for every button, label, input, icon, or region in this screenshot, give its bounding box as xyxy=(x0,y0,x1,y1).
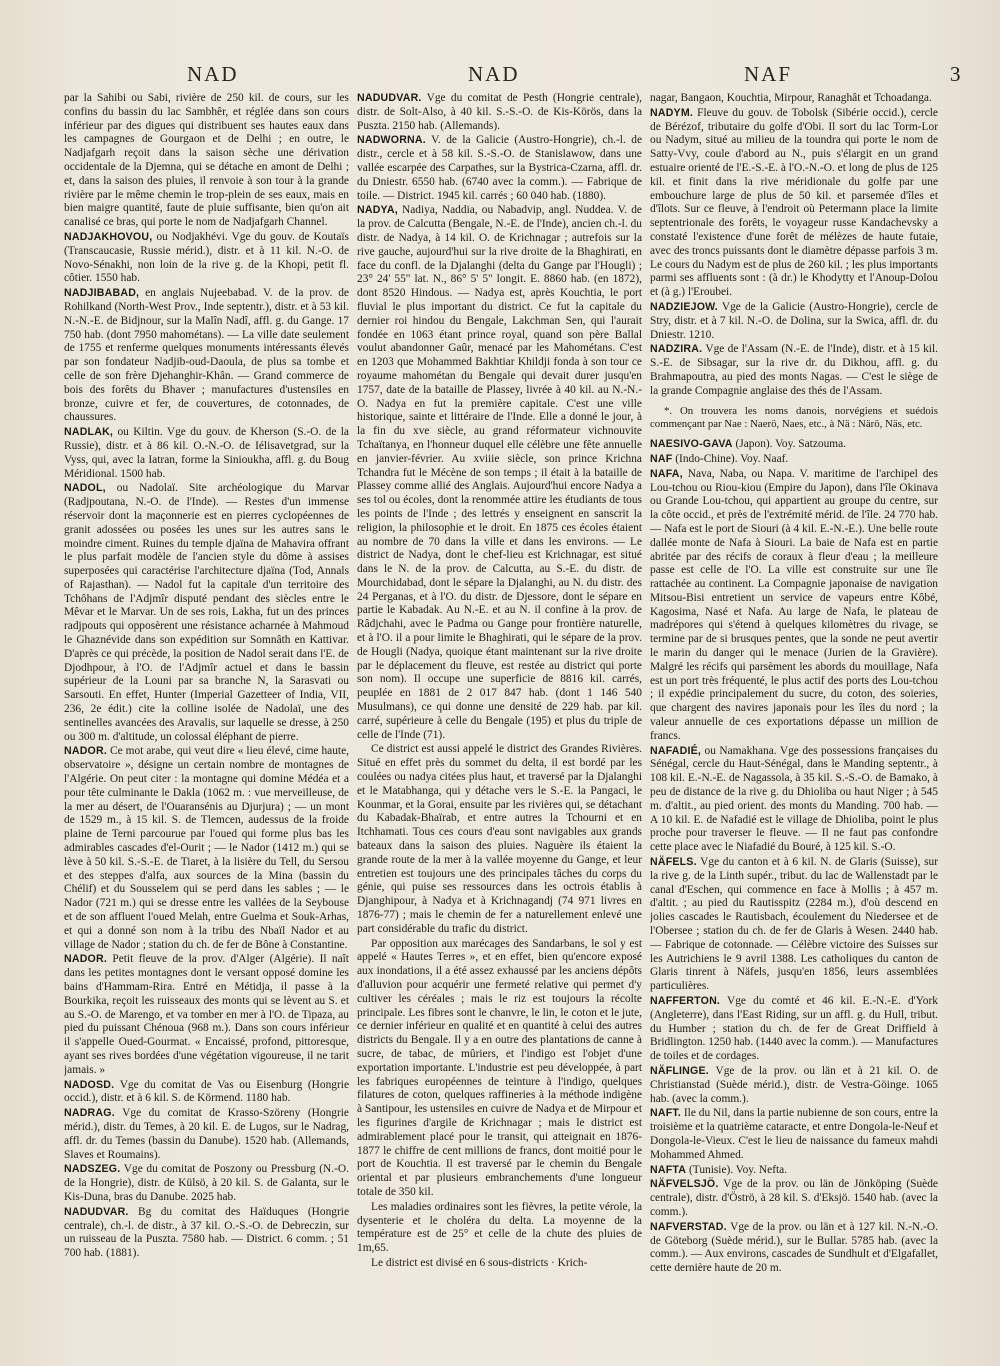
entry-headword: NADUDVAR. xyxy=(357,92,422,104)
entry-text: V. de la Galicie (Austro-Hongrie), ch.-l. de distr., cercle et à 58 kil. S.-S.-O. de Stanislawow, dans une vallée escarpée des Carpathes, sur la Bystrica-Czarna, affl. dr. du Dniestr. 6550 hab. (6740 avec la comm.). — Fabrique de toile. — District. 1945 kil. carrés ; 60 040 hab. (1880). xyxy=(357,134,642,202)
continued-text: nagar, Bangaon, Kouchtia, Mirpour, Ranaghât et Tchoadanga. xyxy=(650,92,932,104)
paragraph: Le district est divisé en 6 sous-districts · Krich- xyxy=(371,1256,588,1269)
entry-headword: NADRAG. xyxy=(64,1107,115,1120)
column-middle xyxy=(357,92,642,1347)
paragraph: Par opposition aux marécages des Sandarbans, le sol y est appelé « Hautes Terres », et en effet, bien qu'encore exposé aux inondations, il a été assez exhaussé par les anciens dépôts d'alluvion pour acquérir une fermeté relative qui permet d'y cultiver les céréales ; mais le riz est toujours la récolte principale. Les fibres sont le chanvre, le lin, le coton et le jute, ce dernier inférieur en qualité et en quantité à celui des autres districts du Bengale. Il y a en outre des plantations de canne à sucre, de tabac, de mûriers, et l'indigo est l'objet d'une exportation importante. L'industrie est peu développée, à part les fabriques européennes de teinture à l'indigo, quelques filatures de coton, quelques raffineries à la méthode indigène à Santipour, les ustensiles en cuivre de Nadya et de Mirpour et les figurines d'argile de Krichnagar ; mais le district est admirablement placé pour le transit, qui atteignait en 1876-1877 le chiffre de cent millions de francs, dont moitié pour le port de Kouchtia. Il est traversé par le chemin du Bengale oriental et par plusieurs embranchements d'une longueur totale de 350 kil. xyxy=(357,937,642,1198)
entry-text: Vge de la prov. ou län et à 21 kil. O. de Christianstad (Suède mérid.), distr. de Vestra-Göinge. 1065 hab. (avec la comm.). xyxy=(650,1064,938,1105)
dictionary-entry xyxy=(64,482,349,744)
running-head-left: NAD xyxy=(187,62,239,86)
entry-text: Vge du comitat de Vas ou Eisenburg (Hongrie occid.), distr. et à 6 kil. S. de Körmend. 1180 hab. xyxy=(64,1078,349,1105)
entry-text: Bg du comitat des Haïduques (Hongrie centrale), ch.-l. de distr., à 37 kil. O.-S.-O. de Debreczin, sur un ruisseau de la Puszta. 7580 hab. — District. 6 comm. ; 51 700 hab. (1881). xyxy=(64,1205,349,1260)
dictionary-entry xyxy=(357,134,642,203)
dictionary-entry xyxy=(650,1164,938,1178)
dictionary-entry xyxy=(64,231,349,286)
entry-text: ou Kiltin. Vge du gouv. de Kherson (S.-O. de la Russie), distr. et à 86 kil. O.-N.-O. de Iélisavetgrad, sur la Vyss, qui, avec la Iatran, forme la Sinioukha, affl. g. du Boug Méridional. 1500 hab. xyxy=(64,426,349,480)
entry-text: Vge de l'Assam (N.-E. de l'Inde), distr. et à 15 kil. S.-E. de Sibsagar, sur la rive dr. du Dikhou, affl. g. du Brahmapoutra, au pied des monts Nagas. — C'est le siège de la grande Compagnie anglaise des thés de l'Assam. xyxy=(650,343,938,397)
continued-text: par la Sahibi ou Sabi, rivière de 250 kil. de cours, sur les confins du bassin du lac Sambhêr, et réglée dans son cours inférieur par des digues qui distribuent ses hautes eaux dans les campagnes de Gourgaon et de Delhi ; en outre, le Nadjafgarh reçoit dans la saison sèche une dérivation occidentale de la Djemna, qui se détache en amont de Delhi ; et, dans la saison des pluies, il renvoie à son tour à la grande rivière par le même chemin le trop-plein de ses eaux, mais en bien maigre quantité, faute de pluie suffisante, bien qu'on ait canalisé ce bras, qui porte le nom de Nadjafgarh Channel. xyxy=(64,92,349,229)
entry-headword: NAFVERSTAD. xyxy=(650,1220,727,1233)
entry-headword: NAFA, xyxy=(650,467,683,480)
entry-headword: NÄFVELSJÖ. xyxy=(650,1178,719,1191)
entry-text: Vge du canton et à 6 kil. N. de Glaris (Suisse), sur la rive g. de la Linth supér., tribut. du lac de Wallenstadt par le canal d'Eschen, qui commence en face à Mollis ; à 457 m. d'altit. ; au pied du Rautisspitz (2284 m.), d'où descend en jolies cascades le Rautisbach, écoulement du Niedersee et de l'Obersee ; station du ch. de fer de Glaris à Wesen. 2440 hab. — Fabrique de cotonnade. — Célèbre victoire des Suisses sur les Autrichiens le 9 avril 1388. Les catholiques du canton de Glaris tinrent à Näfels, jusqu'en 1856, leurs assemblées particulières. xyxy=(650,856,938,993)
paragraph: Ce district est aussi appelé le district des Grandes Rivières. Situé en effet près du sommet du delta, il est bordé par les coulées ou nadya citées plus haut, et traversé par la Djalanghi et le Matabhanga, qui y détache vers le S.-E. la Pangaci, le Kounmar, et la Gorai, ensuite par les rivières qui, se détachant du Kabadak-Bhaïrab, et entre autres la Tchourni et en Itchhamati. Tous ces cours d'eau sont navigables aux grands bateaux dans la saison des pluies. Naguère ils étaient la grande route de la mer à la vallée moyenne du Gange, et leur entretien est toujours une des principales tâches du corps du génie, qui puise ses ressources dans les octrois établis à Djanghipour, à Nadya et à Krichnagandj (74 971 livres en 1876-77) ; mais le chemin de fer a naturellement enlevé une part considérable du trafic du district. xyxy=(357,743,642,935)
entry-text: Vge de la prov. ou län et à 127 kil. N.-N.-O. de Göteborg (Suède mérid.), sur le Bullar. 5785 hab. (avec la comm.). — Aux environs, cascades de Sundhult et d'Elgafallet, cette dernière haute de 20 m. xyxy=(650,1220,938,1275)
entry-list xyxy=(357,92,642,742)
entry-headword: NAESIVO-GAVA xyxy=(650,438,733,451)
entry-text: Nava, Naba, ou Napa. V. maritime de l'archipel des Lou-tchou ou Riou-kiou (Empire du Japon), dans l'île Okinava ou Grande Lou-tchou, qui appartient au groupe du centre, sur la côte occid., et près de l'extrémité mérid. de l'île. 24 770 hab. — Nafa est le port de Siouri (à 4 kil. E.-N.-E.). Une belle route dallée monte de Nafa à Siouri. La baie de Nafa est en partie abritée par des récifs de coraux à fleur d'eau ; la meilleure passe est celle de l'O. La ville est construite sur une île rattachée au continent. La Compagnie japonaise de navigation Mitsou-Bisi entretient un service de vapeurs entre Kôbé, Kagosima, Nasé et Nafa. Au large de Nafa, le plateau de madrépores qui s'étend à quelques kilomètres du rivage, se termine par de si brusques pentes, que la sonde ne peut avertir le marin du danger qui le menace (Jurien de la Gravière). Malgré les récifs qui parsèment les abords du mouillage, Nafa est un port très fréquenté, le plus actif des ports des Lou-tchou ; il expédie principalement du sucre, du coton, des soieries, que chargent des navires japonais pour les îles du nord ; la valeur annuelle de ces exportations dépasse un million de francs. xyxy=(650,467,938,742)
entry-list xyxy=(64,231,349,1261)
dictionary-entry xyxy=(650,745,938,855)
paragraph: Les maladies ordinaires sont les fièvres, la petite vérole, la dysenterie et le choléra du delta. La moyenne de la température est de 25° et celle de la chute des pluies de 1m,65. xyxy=(357,1200,642,1255)
dictionary-entry xyxy=(64,1206,349,1261)
entry-text: (Indo-Chine). Voy. Naaf. xyxy=(675,452,789,465)
dictionary-entry xyxy=(650,107,938,300)
entry-headword: NADLAK, xyxy=(64,426,114,439)
column-left xyxy=(64,92,349,1347)
entry-headword: NÄFLINGE. xyxy=(650,1064,709,1077)
dictionary-entry xyxy=(650,301,938,342)
dictionary-entry xyxy=(357,92,642,133)
footnote: *. On trouvera les noms danois, norvégiens et suédois commençant par Nae : Naerö, Naes, etc., à Nä : Närö, Näs, etc. xyxy=(650,404,938,431)
entry-headword: NADJIBABAD, xyxy=(64,287,140,300)
dictionary-entry xyxy=(357,204,642,742)
entry-headword: NADYM. xyxy=(650,106,693,119)
page-number: 3 xyxy=(950,62,961,86)
dictionary-entry xyxy=(650,1221,938,1276)
entry-headword: NADZIRA. xyxy=(650,343,703,356)
entry-text: en anglais Nujeebabad. V. de la prov. de Rohilkand (North-West Prov., Inde septentr.), distr. et à 53 kil. N.-N.-E. de Bidjnour, sur la Malîn Nadî, affl. g. du Gange. 17 750 hab. (dont 7950 mahométans). — La ville date seulement de 1755 et renferme quelques monuments intéressants élevés par son fondateur Nadjib-oud-Daoula, de plus sa tombe et celle de son frère Djehanghir-Khân. — Grand commerce de bois des forêts du Bhaver ; manufactures d'ustensiles en bronze, cuivre et fer, de couvertures, de cotonnades, de chaussures. xyxy=(64,287,349,424)
dictionary-entry xyxy=(64,953,349,1077)
running-head-center: NAD xyxy=(468,62,520,86)
entry-headword: NAFADIÉ, xyxy=(650,744,702,757)
entry-headword: NADWORNA. xyxy=(357,134,426,147)
entry-text: Ce mot arabe, qui veut dire « lieu élevé, cime haute, observatoire », désigne un certain nombre de montagnes de l'Algérie. On peut citer : la montagne qui domine Médéa et a pour tête culminante le Dakla (1062 m. : vue merveilleuse, de la mer au désert, de l'Ouaransénis au Djurjura) ; — un mont de 1529 m., à 15 kil. S. de Tlemcen, audessus de la froide plaine de Terni parcourue par l'oued qui forme plus bas les admirables cascades d'el-Ourit ; — le Nador (1412 m.) qui se lève à 50 kil. S.-S.-E. de Tiaret, à la lisière du Tell, du Sersou et des steppes d'alfa, aux sources de la Mina (bassin du Chélif) et du Sousselem qui se perd dans les sables ; — le Nador (721 m.) qui se dresse entre les vallées de la Seybouse et de son affluent l'oued Melah, entre Guelma et Souk-Arhas, et qui a donné son nom à la tribu des Nbaïl Nador et au village de Nador ; station du ch. de fer de Bône à Constantine. xyxy=(64,745,349,951)
dictionary-entry xyxy=(650,438,938,452)
entry-text: Vge de la Galicie (Austro-Hongrie), cercle de Stry, distr. et à 7 kil. N.-O. de Dolina, sur la Swica, affl. dr. du Dniestr. 1210. xyxy=(650,300,938,341)
entry-text: Ile du Nil, dans la partie nubienne de son cours, entre la troisième et la quatrième cataracte, et entre Dongola-le-Neuf et Dongola-le-Vieux. C'est le lieu de naissance du fameux mahdi Mohammed Ahmed. xyxy=(650,1107,938,1161)
entry-headword: NADOL, xyxy=(64,482,106,495)
entry-text: (Tunisie). Voy. Nefta. xyxy=(688,1163,788,1176)
entry-headword: NAFT. xyxy=(650,1107,682,1120)
dictionary-entry xyxy=(64,1079,349,1107)
entry-text: Vge du comitat de Poszony ou Pressburg (N.-O. de la Hongrie), distr. de Külsö, à 20 kil. S. de Galanta, sur le Kis-Duna, bras du Danube. 2025 hab. xyxy=(64,1163,349,1203)
dictionary-entry xyxy=(650,856,938,994)
entry-text: Nadiya, Naddia, ou Nabadvip, angl. Nuddea. V. de la prov. de Calcutta (Bengale, N.-E. de l'Inde), ancien ch.-l. du distr. de Nadya, à 14 kil. O. de Krichnagar ; autrefois sur la rive gauche, aujourd'hui sur la rive droite de la Bhaghirati, en face du confl. de la Djalanghi (delta du Gange par l'Hougli) ; 23° 24' 55" lat. N., 86° 5' 5" longit. E. 8860 hab. (en 1872), dont 8520 Hindous. — Nadya est, après Kouchtia, le port fluvial le plus important du district. Ce fut la capitale du dernier roi hindou du Bengale, Lakchman Sen, qui l'aurait fondée en 1063 étant prince royal, quand son père Ballal voulut abandonner Gaûr, menacé par les Mahométans. C'est en 1203 que Mohammed Bakhtiar Khildji fonda à son tour ce royaume mahométan du Bengale qui devait durer jusqu'en 1757, date de la bataille de Plassey, livrée à 40 kil. au N.-N.-O. Nadya en fut la première capitale. C'est une ville historique, sainte et littéraire de l'Inde. Elle a donné le jour, à la fin du xve siècle, au grand réformateur vichnouvite Tchaïtanya, en l'honneur duquel elle célèbre une fête annuelle en janvier-février. Au xviiie siècle, son prince Krichna Tchandra fut le Mécène de son temps ; il était à la bataille de Plassey comme allié des Anglais. Aujourd'hui encore Nadya a ses tol ou écoles, dont la renommée attire les étudiants de tous les points de l'Inde ; des lettrés y enseignent en sanscrit la religion, la philosophie et le droit. En 1875 ces écoles étaient au nombre de 70 dans la ville et dans les environs. — Le district de Nadya, dont le chef-lieu est Krichnagar, est situé dans le N. de la prov. de Calcutta, au S.-E. du distr. de Mourchidabad, dont le sépare la Djalanghi, au N. du distr. des 24 Perganas, et à l'O. du distr. de Djessore, dont le sépare en partie le Kabadak. Au N.-E. et au N. il confine à la prov. de Râdjchahi, avec le Padma ou Gange pour frontière naturelle, et à l'O. il a pour limite le Bhaghirati, qui le sépare de la prov. de Hougli (Nadya, quoique étant maintenant sur la rive droite par le déplacement du fleuve, est restée au district qui porte son nom). Il occupe une superficie de 8816 kil. carrés, peuplée en 1881 de 2 017 847 hab. (dont 1 146 540 Musulmans), ce qui donne une densité de 229 hab. par kil. carré, supérieure à celle du Bengale (195) et plus du triple de celle de l'Inde (71). xyxy=(357,204,642,741)
dictionary-entry xyxy=(650,1065,938,1106)
entry-text: Vge du comitat de Pesth (Hongrie centrale), distr. de Solt-Also, à 40 kil. S.-S.-O. de Kis-Körös, dans la Puszta. 2150 hab. (Allemands). xyxy=(357,92,642,132)
entry-text: ou Nodjakhévi. Vge du gouv. de Koutaïs (Transcaucasie, Russie mérid.), distr. et à 11 kil. N.-O. de Novo-Sénakhi, non loin de la rive g. de la Khopi, petit fl. côtier. 1550 hab. xyxy=(64,230,349,285)
entry-headword: NADUDVAR. xyxy=(64,1205,129,1218)
entry-list xyxy=(650,107,938,399)
entry-headword: NAFTA xyxy=(650,1163,687,1176)
entry-text: ou Namakhana. Vge des possessions françaises du Sénégal, cercle du Haut-Sénégal, dans le Manding septentr., à 108 kil. E.-N.-E. de Nagassola, à 35 kil. S.-S.-O. de Bamako, à peu de distance de la rive g. du Dhioliba ou haut Niger ; à 545 m. d'altit., au pied orient. des monts du Manding. 700 hab. — A 10 kil. E. de Nafadié est le village de Dhioliba, point le plus proche pour traverser le fleuve. — Il ne faut pas confondre cette place avec le Niafadié du Bouré, à 125 kil. S.-O. xyxy=(650,744,938,854)
entry-headword: NADOR. xyxy=(64,953,107,966)
entry-headword: NAFFERTON. xyxy=(650,995,721,1007)
entry-text: Petit fleuve de la prov. d'Alger (Algérie). Il naît dans les petites montagnes dont le versant opposé domine les bains d'Hammam-Rira. Entré en Métidja, il passe à la Bourkika, reçoit les ruisseaux des monts qui se lèvent au S. et au S.-O. de Marengo, et va tomber en mer à l'O. de Tipaza, au pied du puissant Chénoua (968 m.). Dans son cours inférieur il s'appelle Oued-Gourmat. « Encaissé, profond, pittoresque, ayant ses rives bordées d'une végétation vigoureuse, il ne tarit jamais. » xyxy=(64,953,349,1076)
entry-text: Vge du comitat de Krasso-Szöreny (Hongrie mérid.), distr. du Temes, à 20 kil. E. de Lugos, sur le Nadrag, affl. dr. du Temes (bassin du Danube). 1520 hab. (Allemands, Slaves et Roumains). xyxy=(64,1107,349,1161)
entry-text: Vge de la prov. ou län de Jönköping (Suède centrale), distr. d'Öströ, à 28 kil. S. d'Eksjö. 1540 hab. (avec la comm.). xyxy=(650,1178,938,1218)
entry-text: Vge du comté et 46 kil. E.-N.-E. d'York (Angleterre), dans l'East Riding, sur un affl. g. du Hull, tribut. du Humber ; station du ch. de fer de Great Driffield à Bridlington. 1250 hab. (1440 avec la comm.). — Manufactures de toiles et de cordages. xyxy=(650,995,938,1063)
entry-headword: NADYA, xyxy=(357,204,398,217)
dictionary-entry xyxy=(64,1163,349,1204)
entry-headword: NADZIEJOW. xyxy=(650,300,718,313)
running-head-right: NAF xyxy=(744,62,793,86)
dictionary-entry xyxy=(650,468,938,744)
column-right xyxy=(650,92,938,1347)
entry-headword: NADOR. xyxy=(64,745,107,758)
dictionary-entry xyxy=(64,426,349,481)
entry-text: Fleuve du gouv. de Tobolsk (Sibérie occid.), cercle de Bérézof, tributaire du golfe d'Obi. Il sort du lac Torm-Lor ou Nadym, situé au milieu de la toundra qui porte le nom de Satty-Vvy, coule d'abord au N., puis s'élargit en un grand estuaire orienté de l'E.-S.-E. à l'O.-N.-O. et long de plus de 125 kil. et finit dans la rive méridionale du golfe par une embouchure large de plus de 50 kil. et parsemée d'îles et d'îlots. Sur ce fleuve, à l'endroit où Petermann place la limite septentrionale des forêts, le voyageur russe Kandachevsky a constaté l'existence d'une forêt de mélèzes de haute futaie, avec des troncs puissants dont le diamètre dépasse parfois 3 m. Le cours du Nadym est de plus de 260 kil. ; les plus importants parmi ses affluents sont : (à dr.) le Khodytty et l'Anoup-Dolou et (à g.) l'Eroubei. xyxy=(650,106,938,299)
entry-text: ou Nadolaï. Site archéologique du Marvar (Radjpoutana, N.-O. de l'Inde). — Restes d'un immense réservoir dont la maçonnerie est en pierres cyclopéennes de granit adossées ou posées les unes sur les autres sans le moindre ciment. Ruines du temple djaïna de Mahavira offrant le plus parfait modèle de l'ancien style du dôme à assises superposées qui caractérise l'architecture djaïna (Tod, Annals of Rajasthan). — Nadol fut la capitale d'un territoire des Tchôhans de l'Adjmîr disputé pendant des siècles entre le Mêvar et le Marvar. Un de ses rois, Lakha, fut un des princes radjpouts qui opposèrent une résistance acharnée à Mahmoud le Ghaznévide dans son expédition sur Somnâth en Kattivar. D'après ce qui précède, la position de Nadol serait dans l'E. de Djodhpour, à l'O. de l'Adjmîr actuel et dans le bassin supérieur de la Louni par sa branche N, la Sarasvati ou Sarsouti. En effet, Hunter (Imperial Gazetteer of India, VII, 236, 2e édit.) cite la colline isolée de Nadolaï, une des sentinelles avancées des Aravalis, sur laquelle se dresse, à 250 ou 300 m. d'altitude, un colossal éléphant de pierre. xyxy=(64,482,349,743)
entry-list xyxy=(650,438,938,1276)
dictionary-entry xyxy=(64,745,349,952)
dictionary-entry xyxy=(650,995,938,1064)
dictionary-entry xyxy=(650,453,938,467)
dictionary-entry xyxy=(64,1107,349,1162)
entry-text: (Japon). Voy. Satzouma. xyxy=(735,438,847,451)
dictionary-entry xyxy=(64,287,349,425)
entry-headword: NADJAKHOVOU, xyxy=(64,230,153,243)
entry-headword: NADOSD. xyxy=(64,1078,115,1091)
entry-headword: NAF xyxy=(650,452,673,465)
dictionary-entry xyxy=(650,1178,938,1219)
entry-headword: NÄFELS. xyxy=(650,856,697,869)
dictionary-entry xyxy=(650,1107,938,1162)
dictionary-entry xyxy=(650,343,938,398)
entry-headword: NADSZEG. xyxy=(64,1163,121,1176)
